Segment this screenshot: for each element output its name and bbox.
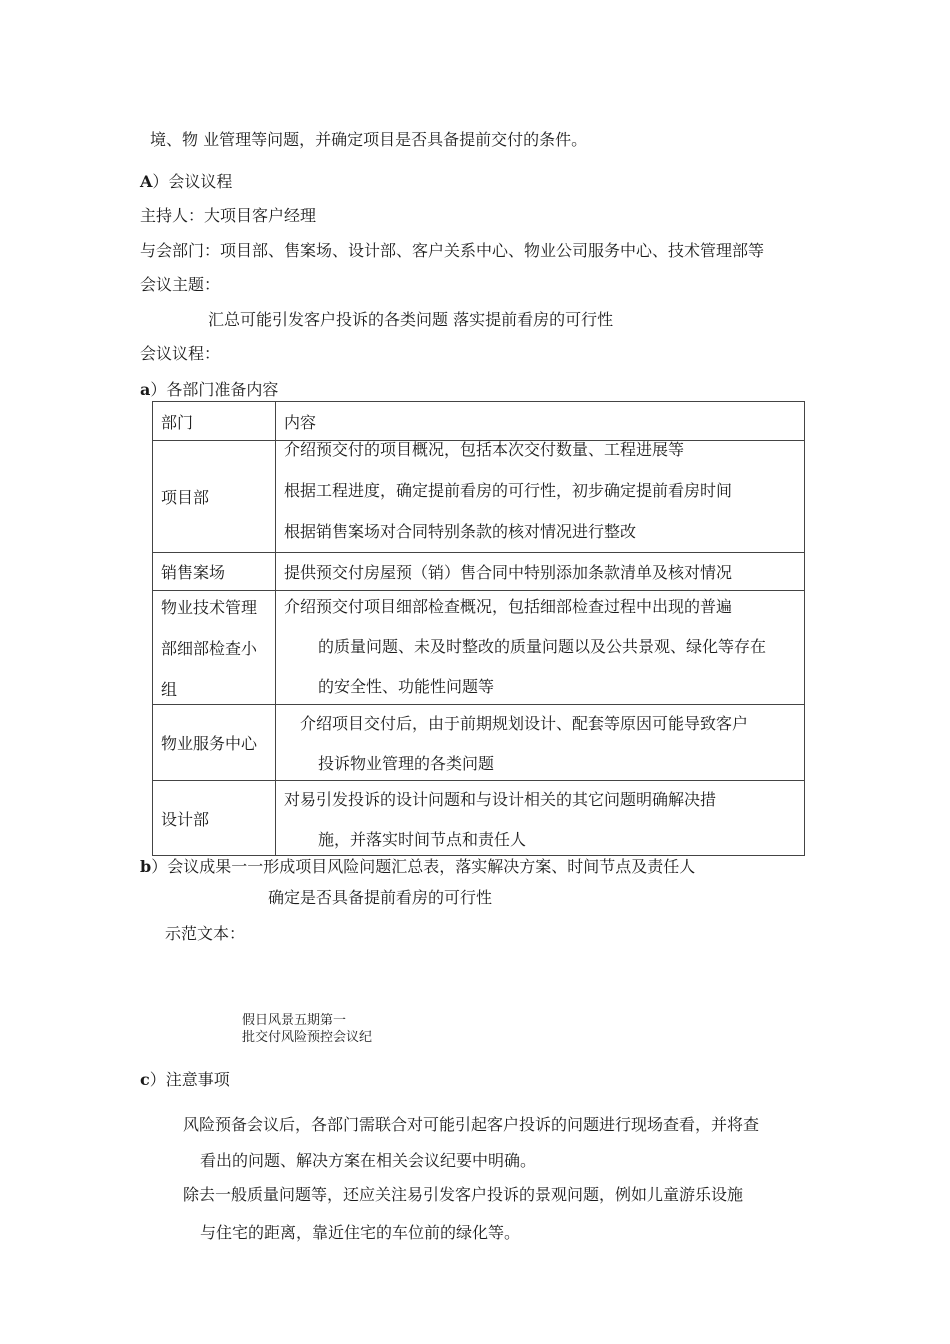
agenda-label: 会议议程： xyxy=(140,344,221,363)
note-line: 与住宅的距离，靠近住宅的车位前的绿化等。 xyxy=(200,1223,521,1242)
dept-cell: 销售案场 xyxy=(153,553,276,591)
content-line: 介绍项目交付后，由于前期规划设计、配套等原因可能导致客户 xyxy=(300,714,749,733)
item-a-text: ）各部门准备内容 xyxy=(150,380,279,399)
item-c-text: ）注意事项 xyxy=(149,1070,230,1089)
item-c-heading xyxy=(140,1072,230,1088)
content-line: 根据销售案场对合同特别条款的核对情况进行整改 xyxy=(284,522,637,541)
attendees-line: 与会部门：项目部、售案场、设计部、客户关系中心、物业公司服务中心、技术管理部等 xyxy=(140,241,765,260)
content-cell xyxy=(276,591,805,705)
dept-line: 组 xyxy=(161,680,178,699)
theme-label: 会议主题： xyxy=(140,275,221,294)
content-line: 对易引发投诉的设计问题和与设计相关的其它问题明确解决措 xyxy=(284,789,717,809)
note-line: 除去一般质量问题等，还应关注易引发客户投诉的景观问题，例如儿童游乐设施 xyxy=(183,1185,744,1204)
content-cell xyxy=(276,781,805,856)
dept-cell: 设计部 xyxy=(153,781,276,856)
item-a-heading xyxy=(140,382,278,398)
department-table xyxy=(152,401,805,856)
dept-line: 部细部检查小 xyxy=(161,639,258,658)
item-a-letter: a xyxy=(140,380,151,399)
section-a-letter: A xyxy=(140,172,153,191)
content-line: 介绍预交付的项目概况，包括本次交付数量、工程进展等 xyxy=(284,440,685,459)
dept-cell xyxy=(153,591,276,705)
content-line: 施，并落实时间节点和责任人 xyxy=(318,829,527,849)
content-line: 根据工程进度，确定提前看房的可行性，初步确定提前看房时间 xyxy=(284,481,733,500)
dept-cell: 项目部 xyxy=(153,441,276,553)
dept-cell: 物业服务中心 xyxy=(153,705,276,781)
content-cell: 提供预交付房屋预（销）售合同中特别添加条款清单及核对情况 xyxy=(276,553,805,591)
content-cell xyxy=(276,441,805,553)
theme-text: 汇总可能引发客户投诉的各类问题 落实提前看房的可行性 xyxy=(208,310,614,329)
sample-label: 示范文本： xyxy=(165,924,246,943)
item-b-continuation: 确定是否具备提前看房的可行性 xyxy=(268,888,493,907)
content-line: 介绍预交付项目细部检查概况，包括细部检查过程中出现的普遍 xyxy=(284,597,733,616)
sample-title-line: 批交付风险预控会议纪 xyxy=(242,1030,373,1045)
item-c-letter: c xyxy=(140,1070,150,1089)
note-line: 风险预备会议后，各部门需联合对可能引起客户投诉的问题进行现场查看，并将查 xyxy=(183,1115,760,1134)
item-b-heading xyxy=(140,859,695,875)
intro-line: 境、物 业管理等问题，并确定项目是否具备提前交付的条件。 xyxy=(150,130,588,149)
table-header-row xyxy=(153,402,805,441)
note-line: 看出的问题、解决方案在相关会议纪要中明确。 xyxy=(200,1151,537,1170)
content-cell xyxy=(276,705,805,781)
item-b-text: ）会议成果一一形成项目风险问题汇总表，落实解决方案、时间节点及责任人 xyxy=(151,857,696,876)
table-row xyxy=(153,441,805,553)
table-row xyxy=(153,553,805,591)
section-a-heading xyxy=(140,174,232,190)
table-row xyxy=(153,591,805,705)
table-row xyxy=(153,705,805,781)
header-dept: 部门 xyxy=(153,402,276,441)
content-line: 的安全性、功能性问题等 xyxy=(318,677,495,696)
dept-line: 物业技术管理 xyxy=(161,598,258,617)
content-line: 投诉物业管理的各类问题 xyxy=(318,754,495,773)
sample-title-line: 假日风景五期第一 xyxy=(242,1013,347,1028)
host-line: 主持人：大项目客户经理 xyxy=(140,206,317,225)
item-b-letter: b xyxy=(140,857,152,876)
header-content: 内容 xyxy=(276,402,805,441)
section-a-text: ）会议议程 xyxy=(152,172,233,191)
content-line: 的质量问题、未及时整改的质量问题以及公共景观、绿化等存在 xyxy=(318,637,767,656)
table-row xyxy=(153,781,805,856)
